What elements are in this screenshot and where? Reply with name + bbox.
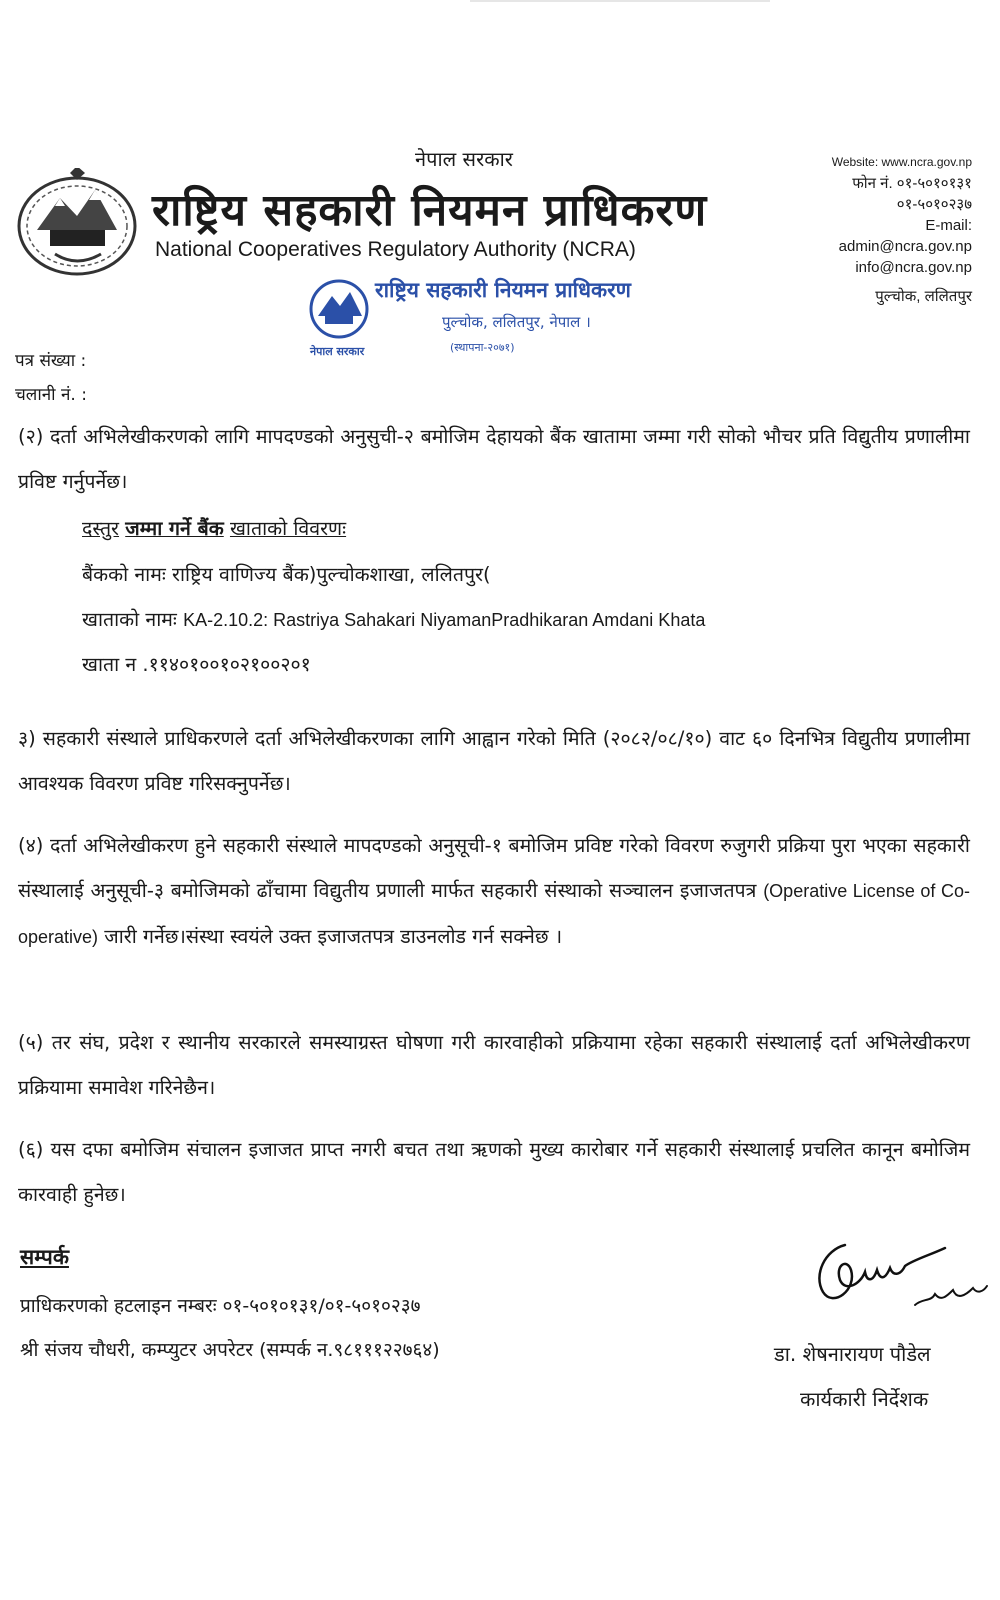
signer-designation: कार्यकारी निर्देशक (800, 1387, 929, 1411)
stamp-government: नेपाल सरकार (310, 345, 365, 358)
paragraph-6: (६) यस दफा बमोजिम संचालन इजाजत प्राप्त नगरी बचत तथा ऋणको मुख्य कारोबार गर्ने सहकारी संस्थालाई प्रचलित कानून बमोजिम कारवाही हुनेछ। (18, 1138, 970, 1206)
paragraph-4-part-a: (४) दर्ता अभिलेखीकरण हुने सहकारी संस्थाले मापदण्डको अनुसूची-१ बमोजिम प्रविष्ट गरेको विवरण रुजुगरी प्रक्रिया पुरा भएका सहकारी संस्थालाई अनुसूची-३ बमोजिमको ढाँचामा विद्युतीय प्रणाली मार्फत सहकारी संस्थाको सञ्चालन इजाजतपत्र (18, 834, 970, 902)
account-name-value: KA-2.10.2: Rastriya Sahakari NiyamanPradhikaran Amdani Khata (183, 610, 706, 630)
paragraph-4-license-term: (Operative License of Co-operative) (18, 881, 971, 947)
paragraph-3: ३) सहकारी संस्थाले प्राधिकरणले दर्ता अभिलेखीकरणका लागि आह्वान गरेको मिति (२०८२/०८/१०) वाट ६० दिनभित्र विद्युतीय प्रणालीमा आवश्यक विवरण प्रविष्ट गरिसक्नुपर्नेछ। (18, 727, 970, 795)
bank-details-heading (82, 506, 346, 551)
handwritten-signature (805, 1230, 990, 1330)
website-text: Website: www.ncra.gov.np (831, 155, 972, 169)
government-label: नेपाल सरकार (415, 147, 513, 171)
letter-number-label: पत्र संख्या : (15, 351, 87, 371)
phone-2: ०१-५०१०२३७ (896, 196, 972, 213)
paragraph-4 (18, 823, 970, 960)
hotline-line: प्राधिकरणको हटलाइन नम्बरः ०१-५०१०१३१/०१-५०१०२३७ (20, 1295, 421, 1317)
dispatch-number-label: चलानी नं. : (15, 385, 87, 405)
bank-heading-part1: दस्तुर (82, 517, 120, 540)
stamp-address: पुल्चोक, ललितपुर, नेपाल । (442, 313, 591, 331)
account-number-line: खाता न .११४०१००१०२१००२०१ (82, 653, 311, 676)
paragraph-4-part-b: जारी गर्नेछ।संस्था स्वयंले उक्त इजाजतपत्र डाउनलोड गर्न सक्नेछ । (104, 925, 563, 948)
scan-top-edge (470, 0, 770, 2)
nepal-emblem-icon (15, 168, 140, 278)
phone-1: फोन नं. ०१-५०१०१३१ (852, 175, 972, 192)
stamp-established: (स्थापना-२०७१) (450, 341, 515, 354)
bank-heading-part3: खाताको विवरणः (229, 517, 347, 540)
stamp-title: राष्ट्रिय सहकारी नियमन प्राधिकरण (375, 278, 631, 302)
paragraph-5: (५) तर संघ, प्रदेश र स्थानीय सरकारले समस्याग्रस्त घोषणा गरी कारवाहीको प्रक्रियामा रहेका सहकारी संस्थालाई दर्ता अभिलेखीकरण प्रक्रियामा समावेश गरिनेछैन। (18, 1031, 970, 1099)
header-contact-block (832, 152, 972, 307)
operator-contact-line: श्री संजय चौधरी, कम्प्युटर अपरेटर (सम्पर्क न.९८१११२२७६४) (20, 1339, 440, 1361)
org-name-english: National Cooperatives Regulatory Authority (NCRA) (155, 238, 636, 261)
bank-heading-part2: जम्मा गर्ने बैंक (125, 517, 224, 540)
org-name-nepali: राष्ट्रिय सहकारी नियमन प्राधिकरण (152, 185, 708, 236)
email-info: info@ncra.gov.np (855, 259, 972, 276)
account-name-line (82, 597, 705, 643)
contact-section-title: सम्पर्क (20, 1245, 69, 1269)
email-admin: admin@ncra.gov.np (838, 238, 972, 255)
header-location: पुल्चोक, ललितपुर (875, 288, 972, 305)
account-name-label: खाताको नामः (82, 608, 177, 631)
email-label: E-mail: (925, 217, 972, 234)
stamp-emblem-icon (308, 278, 370, 340)
signer-name: डा. शेषनारायण पौडेल (774, 1342, 931, 1366)
bank-name-line: बैंकको नामः राष्ट्रिय वाणिज्य बैंक)पुल्चोकशाखा, ललितपुर( (82, 563, 491, 586)
paragraph-2: (२) दर्ता अभिलेखीकरणको लागि मापदण्डको अनुसुची-२ बमोजिम देहायको बैंक खातामा जम्मा गरी सोको भौचर प्रति विद्युतीय प्रणालीमा प्रविष्ट गर्नुपर्नेछ। (18, 425, 970, 493)
office-stamp (300, 268, 655, 368)
